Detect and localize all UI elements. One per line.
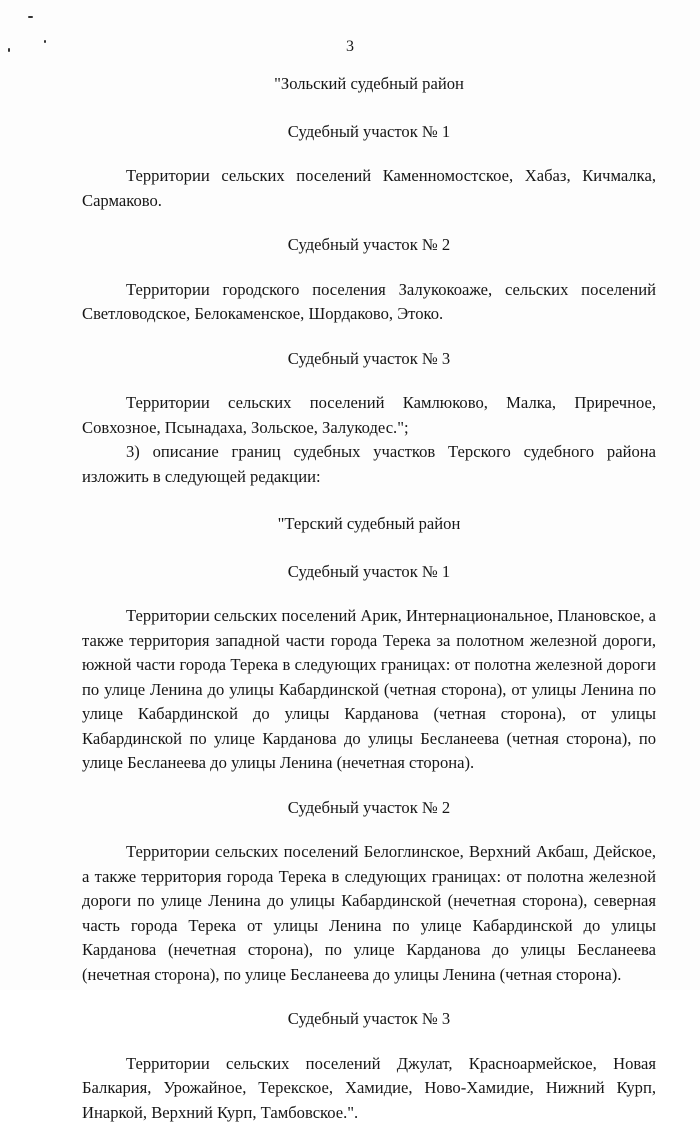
amendment-paragraph: 3) описание границ судебных участков Терского судебного района изложить в следующей редакции: <box>82 440 656 489</box>
plot-description: Территории сельских поселений Арик, Интернациональное, Плановское, а также территория западной части города Терека за полотном железной дороги, южной части города Терека в следующих границах: от полотна железной дороги по улице Ленина до улицы Кабардинской (четная сторона), от улицы Ленина по улице Кабардинской до улицы Карданова (четная сторона), от улицы Кабардинской по улице Карданова до улицы Бесланеева (четная сторона), по улице Бесланеева до улицы Ленина (нечетная сторона). <box>82 604 656 776</box>
plot-description: Территории сельских поселений Джулат, Красноармейское, Новая Балкария, Урожайное, Терекское, Хамидие, Ново-Хамидие, Нижний Курп, Инаркой, Верхний Курп, Тамбовское.". <box>82 1052 656 1125</box>
document-body <box>82 72 656 1125</box>
district-heading-terek: "Терский судебный район <box>82 512 656 537</box>
plot-heading: Судебный участок № 3 <box>82 1007 656 1032</box>
plot-heading: Судебный участок № 2 <box>82 233 656 258</box>
plot-description: Территории городского поселения Залукокоаже, сельских поселений Светловодское, Белокаменское, Шордаково, Этоко. <box>82 278 656 327</box>
plot-description: Территории сельских поселений Каменномостское, Хабаз, Кичмалка, Сармаково. <box>82 164 656 213</box>
plot-description: Территории сельских поселений Белоглинское, Верхний Акбаш, Дейское, а также территория города Терека в следующих границах: от полотна железной дороги по улице Ленина до улицы Кабардинской (нечетная сторона), северная часть города Терека от улицы Ленина по улице Кабардинской до улицы Карданова (нечетная сторона), по улице Карданова до улицы Бесланеева (нечетная сторона), по улице Бесланеева до улицы Ленина (четная сторона). <box>82 840 656 987</box>
scan-speck <box>28 16 33 18</box>
plot-heading: Судебный участок № 1 <box>82 560 656 585</box>
page-number: 3 <box>0 38 700 56</box>
district-heading-zol: "Зольский судебный район <box>82 72 656 97</box>
plot-heading: Судебный участок № 1 <box>82 120 656 145</box>
plot-heading: Судебный участок № 3 <box>82 347 656 372</box>
plot-description: Территории сельских поселений Камлюково, Малка, Приречное, Совхозное, Псынадаха, Зольское, Залукодес."; <box>82 391 656 440</box>
plot-heading: Судебный участок № 2 <box>82 796 656 821</box>
